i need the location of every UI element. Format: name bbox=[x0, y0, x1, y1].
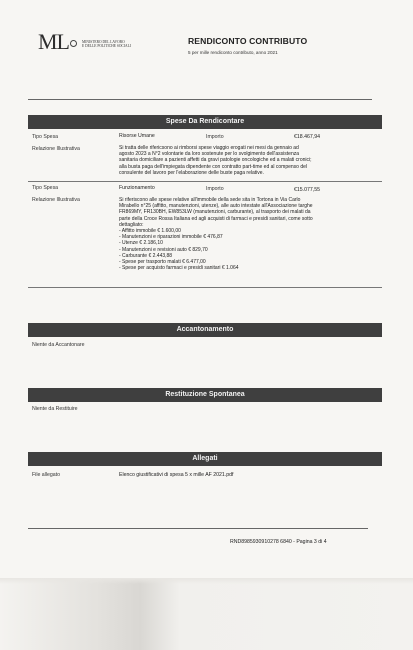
importo-value: €18.467,94 bbox=[294, 134, 320, 140]
document-title: RENDICONTO CONTRIBUTO bbox=[188, 36, 308, 46]
tipo-spesa-label: Tipo Spesa bbox=[32, 185, 59, 191]
importo-label: Importo bbox=[206, 186, 224, 192]
document-subtitle: 5 per mille rendiconto contributo, anno 2021 bbox=[188, 50, 278, 55]
section-heading-accantonamento: Accantonamento bbox=[28, 323, 382, 337]
row-divider bbox=[28, 287, 382, 288]
tipo-spesa-value: Funzionamento bbox=[119, 185, 155, 191]
file-allegato-link[interactable]: Elenco giustificativi di spesa 5 x mille AF 2021.pdf bbox=[119, 472, 234, 478]
row-divider bbox=[28, 181, 382, 182]
header-divider bbox=[28, 99, 372, 100]
relazione-text: Si riferiscono alle spese relative all'immobile della sede sita in Tortona in Via Carlo Mirabello n°25 (affitto, manutenzioni, utenze), alle auto intestate all'Associazione targhe FR869MY, FR130BH, EW853LW (manutenzioni, carburante), al trasporto dei malati da parte della Croce Rossa Italiana ed agli acquisti di farmaci e presidi sanitari, come sotto dettagliato: - Affitto immobile € 1.600,00 - Manutenzioni e riparazioni immobile € 476,87 - Utenze € 2.186,10 - Manutenzioni e revisioni auto € 829,70 - Carburante € 2.443,88 - Spese per trasporto malati € 6.477,00 - Spese per acquisto farmaci e presidi sanitari € 1.064 bbox=[119, 197, 313, 272]
importo-value: €15.077,55 bbox=[294, 187, 320, 193]
section-heading-allegati: Allegati bbox=[28, 452, 382, 466]
relazione-label: Relazione Illustrativa bbox=[32, 146, 80, 152]
logo-mark: ML bbox=[38, 32, 77, 52]
section-heading-spese: Spese Da Rendicontare bbox=[28, 115, 382, 129]
accantonamento-text: Niente da Accantonare bbox=[32, 342, 85, 348]
restituzione-text: Niente da Restituire bbox=[32, 406, 78, 412]
tipo-spesa-value: Risorse Umane bbox=[119, 133, 155, 139]
scan-shadow-edge bbox=[0, 578, 413, 584]
importo-label: Importo bbox=[206, 134, 224, 140]
relazione-label: Relazione Illustrativa bbox=[32, 197, 80, 203]
logo-text: MINISTERO DEL LAVORO E DELLE POLITICHE SOCIALI bbox=[82, 40, 132, 49]
tipo-spesa-label: Tipo Spesa bbox=[32, 134, 59, 140]
page-footer: RND8985930910278 6840 - Pagina 3 di 4 bbox=[230, 539, 327, 545]
file-allegato-label: File allegato bbox=[32, 472, 60, 478]
scan-shadow bbox=[0, 578, 413, 650]
footer-divider bbox=[28, 528, 368, 529]
ministry-logo bbox=[38, 29, 132, 54]
relazione-text: Si tratta delle rifericsono ai rimborsi spese viaggio erogati nei mesi da gennaio ad agosto 2023 a N°2 volontarie da loro sostenute per lo svolgimento dell'assistenza sanitaria domiciliare a pazienti affetti da gravi patologie oncologiche ed a malati cronici; alla busta paga dell'impiegata dipendente con contratto part-time ed al compenso del consulente del lavoro per l'elaborazione delle buste paga relative. bbox=[119, 145, 312, 176]
logo-dot-icon bbox=[70, 40, 77, 47]
section-heading-restituzione: Restituzione Spontanea bbox=[28, 388, 382, 402]
